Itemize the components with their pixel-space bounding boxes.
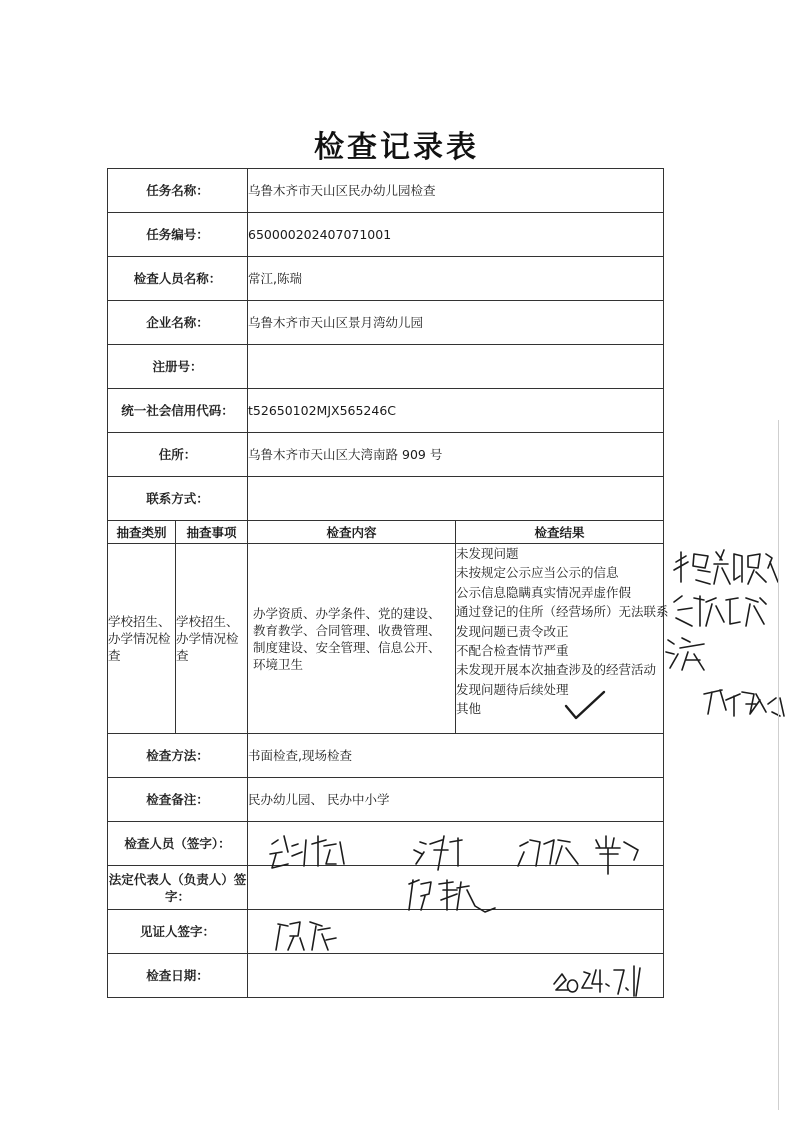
check-category: 学校招生、办学情况检查 xyxy=(108,544,176,734)
reg-label: 注册号： xyxy=(108,345,248,389)
row-method xyxy=(108,734,664,778)
company-value: 乌鲁木齐市天山区景月湾幼儿园 xyxy=(248,301,664,345)
result-option: 公示信息隐瞒真实情况弄虚作假 xyxy=(456,584,632,600)
result-option: 未发现问题 xyxy=(456,546,519,561)
check-item: 学校招生、办学情况检查 xyxy=(176,544,248,734)
task-no-label: 任务编号： xyxy=(108,213,248,257)
result-option: 通过登记的住所（经营场所）无法联系 xyxy=(456,604,669,620)
row-contact xyxy=(108,477,664,521)
task-name-value: 乌鲁木齐市天山区民办幼儿园检查 xyxy=(248,169,664,213)
credit-value: t52650102MJX565246C xyxy=(248,389,664,433)
header-category: 抽查类别 xyxy=(108,521,176,544)
inspectors-label: 检查人员名称： xyxy=(108,257,248,301)
row-credit xyxy=(108,389,664,433)
method-value: 书面检查,现场检查 xyxy=(248,734,664,778)
header-content: 检查内容 xyxy=(248,521,456,544)
sign-inspector-label: 检查人员（签字）： xyxy=(108,822,248,866)
header-result: 检查结果 xyxy=(456,521,664,544)
check-header-row xyxy=(108,521,664,544)
sign-legal-label: 法定代表人（负责人）签字： xyxy=(108,866,248,910)
method-label: 检查方法： xyxy=(108,734,248,778)
task-no-value: 650000202407071001 xyxy=(248,213,664,257)
result-option: 其他 xyxy=(456,701,482,717)
row-remark xyxy=(108,778,664,822)
page-title: 检查记录表 xyxy=(314,130,479,165)
row-company xyxy=(108,301,664,345)
address-label: 住所： xyxy=(108,433,248,477)
sign-witness-label: 见证人签字： xyxy=(108,910,248,954)
company-label: 企业名称： xyxy=(108,301,248,345)
row-sign-witness xyxy=(108,910,664,954)
result-option: 未按规定公示应当公示的信息 xyxy=(456,565,619,581)
inspectors-value: 常江,陈瑞 xyxy=(248,257,664,301)
witness-signature xyxy=(270,912,350,958)
check-content: 办学资质、办学条件、党的建设、教育教学、合同管理、收费管理、制度建设、安全管理、信息公开、环境卫生 xyxy=(248,544,456,734)
row-inspectors xyxy=(108,257,664,301)
contact-label: 联系方式： xyxy=(108,477,248,521)
row-reg xyxy=(108,345,664,389)
result-option: 发现问题已责令改正 xyxy=(456,623,569,639)
row-task-name xyxy=(108,169,664,213)
remark-value: 民办幼儿园、 民办中小学 xyxy=(248,778,664,822)
handwritten-note xyxy=(660,540,790,770)
reg-value xyxy=(248,345,664,389)
contact-value xyxy=(248,477,664,521)
remark-label: 检查备注： xyxy=(108,778,248,822)
result-option: 发现问题待后续处理 xyxy=(456,681,569,697)
result-option: 未发现开展本次抽查涉及的经营活动 xyxy=(456,662,657,678)
task-name-label: 任务名称： xyxy=(108,169,248,213)
result-option: 不配合检查情节严重 xyxy=(456,643,569,659)
header-item: 抽查事项 xyxy=(176,521,248,544)
inspector-signatures xyxy=(262,826,662,876)
legal-rep-signature xyxy=(395,870,505,926)
inspection-date-handwritten xyxy=(548,958,648,1004)
date-label: 检查日期： xyxy=(108,954,248,998)
credit-label: 统一社会信用代码： xyxy=(108,389,248,433)
scan-edge-line xyxy=(778,420,779,1110)
row-address xyxy=(108,433,664,477)
row-task-no xyxy=(108,213,664,257)
checkmark-icon xyxy=(560,690,610,724)
address-value: 乌鲁木齐市天山区大湾南路 909 号 xyxy=(248,433,664,477)
